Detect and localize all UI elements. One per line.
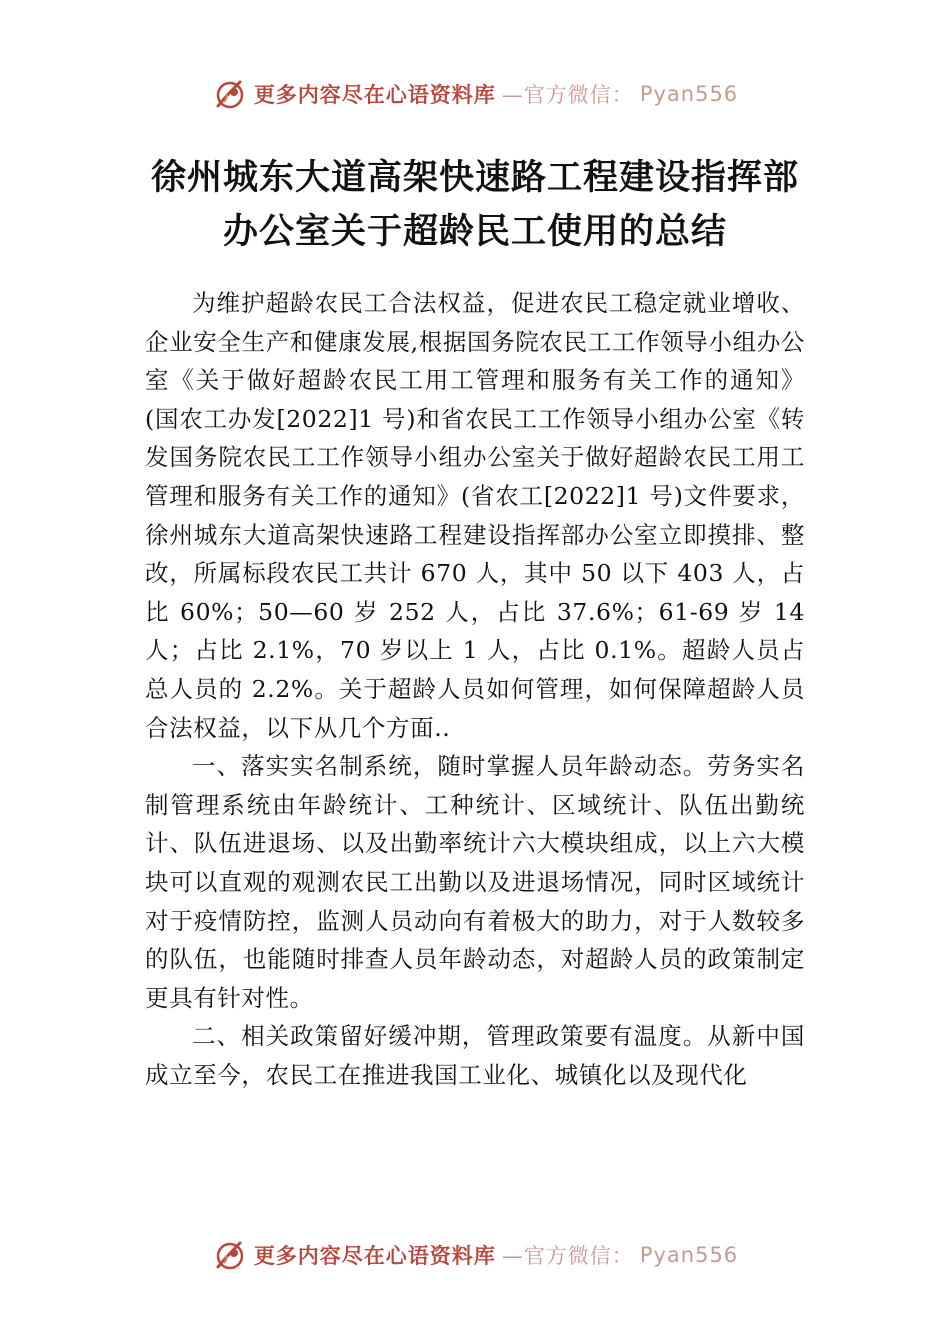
watermark-id-text: Pyan556 [639,1243,739,1267]
document-title-line-1: 徐州城东大道高架快速路工程建设指挥部 [150,158,799,198]
document-body [145,284,805,1094]
paragraph-2: 一、落实实名制系统，随时掌握人员年龄动态。劳务实名制管理系统由年龄统计、工种统计、区域统计、队伍出勤统计、队伍进退场、以及出勤率统计六大模块组成，以上六大模块可以直观的观测农民工出勤以及进退场情况，同时区域统计对于疫情防控，监测人员动向有着极大的助力，对于人数较多的队伍，也能随时排查人员年龄动态，对超龄人员的政策制定更具有针对性。 [145,752,805,1012]
watermark-header [0,74,950,114]
watermark-main-text: 更多内容尽在心语资料库 [253,83,496,107]
document-title-line-2: 办公室关于超龄民工使用的总结 [222,212,727,252]
watermark-sub-text: —官方微信： [501,1244,634,1268]
watermark-sub-text: —官方微信： [501,83,634,107]
brush-logo-icon [212,76,248,112]
brush-logo-icon [212,1237,248,1273]
watermark-footer [0,1235,950,1275]
watermark-main-text: 更多内容尽在心语资料库 [253,1244,496,1268]
paragraph-1: 为维护超龄农民工合法权益，促进农民工稳定就业增收、企业安全生产和健康发展,根据国务院农民工工作领导小组办公室《关于做好超龄农民工用工管理和服务有关工作的通知》(国农工办发[2022]1 号)和省农民工工作领导小组办公室《转发国务院农民工工作领导小组办公室关于做好超龄农民工用工管理和服务有关工作的通知》(省农工[2022]1 号)文件要求，徐州城东大道高架快速路工程建设指挥部办公室立即摸排、整改，所属标段农民工共计 670 人，其中 50 以下 403 人，占比 60%；50—60 岁 252 人，占比 37.6%；61-69 岁 14 人；占比 2.1%，70 岁以上 1 人，占比 0.1%。超龄人员占总人员的 2.2%。关于超龄人员如何管理，如何保障超龄人员合法权益，以下从几个方面.. [145,289,805,742]
paragraph-3: 二、相关政策留好缓冲期，管理政策要有温度。从新中国成立至今，农民工在推进我国工业化、城镇化以及现代化 [145,1022,805,1089]
watermark-id-text: Pyan556 [639,82,739,106]
